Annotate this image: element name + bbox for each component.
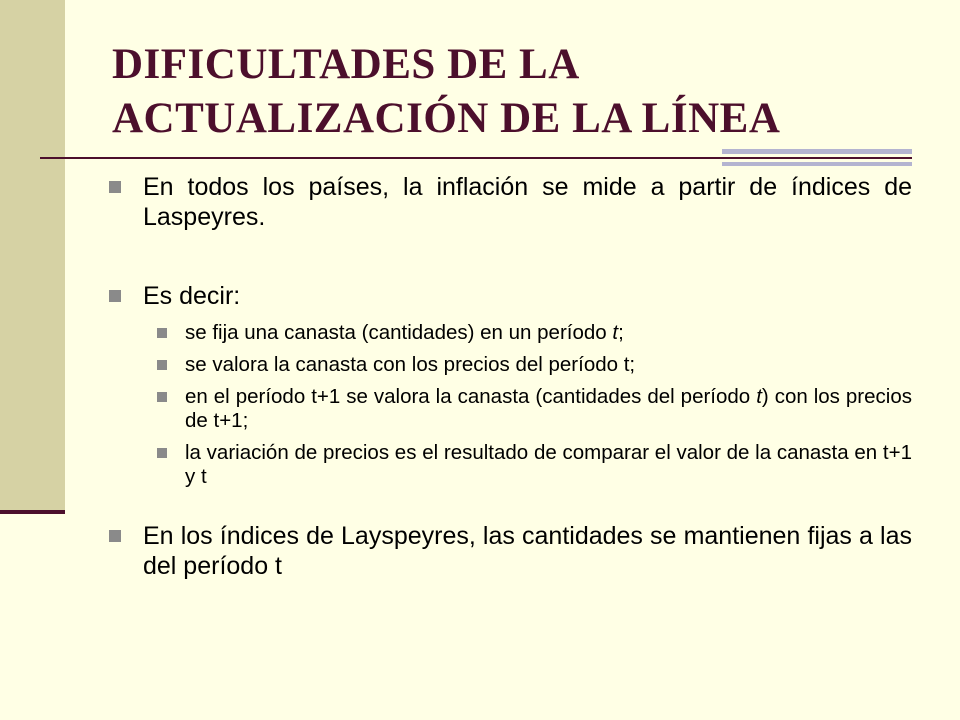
sub-bullet-text-after: ;: [618, 321, 624, 344]
sub-bullet-text-after: ) con los precios de t+1;: [185, 385, 912, 432]
slide-body: [105, 172, 912, 581]
left-band-underline: [0, 510, 65, 514]
square-bullet-icon: [157, 392, 167, 402]
sub-bullet-item: [147, 385, 912, 433]
left-decorative-band: [0, 0, 65, 510]
sub-bullet-text-italic: t: [612, 321, 619, 344]
slide-title: DIFICULTADES DE LA ACTUALIZACIÓN DE LA LÍNEA: [112, 41, 781, 142]
square-bullet-icon: [157, 328, 167, 338]
sub-bullet-list: [105, 321, 912, 489]
sub-bullet-item: [147, 321, 912, 345]
bullet-item: [105, 172, 912, 232]
bullet-item: [105, 521, 912, 581]
square-bullet-icon: [157, 360, 167, 370]
title-accent-bar-bottom: [722, 162, 912, 166]
bullet-text: En los índices de Layspeyres, las cantidades se mantienen fijas a las del período t: [143, 522, 912, 580]
square-bullet-icon: [109, 530, 121, 542]
sub-bullet-item: [147, 441, 912, 489]
bullet-text: En todos los países, la inflación se mide a partir de índices de Laspeyres.: [143, 173, 912, 231]
sub-bullet-text-italic: t: [756, 385, 762, 408]
sub-bullet-text: se valora la canasta con los precios del período t;: [185, 353, 636, 376]
sub-bullet-text-before: se fija una canasta (cantidades) en un período: [185, 321, 613, 344]
sub-bullet-text-before: en el período t+1 se valora la canasta (cantidades del período: [185, 385, 757, 408]
square-bullet-icon: [109, 290, 121, 302]
square-bullet-icon: [157, 448, 167, 458]
sub-bullet-text: la variación de precios es el resultado de comparar el valor de la canasta en t+1 y t: [185, 441, 912, 488]
title-accent-bar-top: [722, 149, 912, 154]
bullet-text: Es decir:: [143, 282, 241, 310]
sub-bullet-item: [147, 353, 912, 377]
square-bullet-icon: [109, 181, 121, 193]
bullet-item: [105, 281, 912, 311]
title-divider: [40, 157, 912, 159]
